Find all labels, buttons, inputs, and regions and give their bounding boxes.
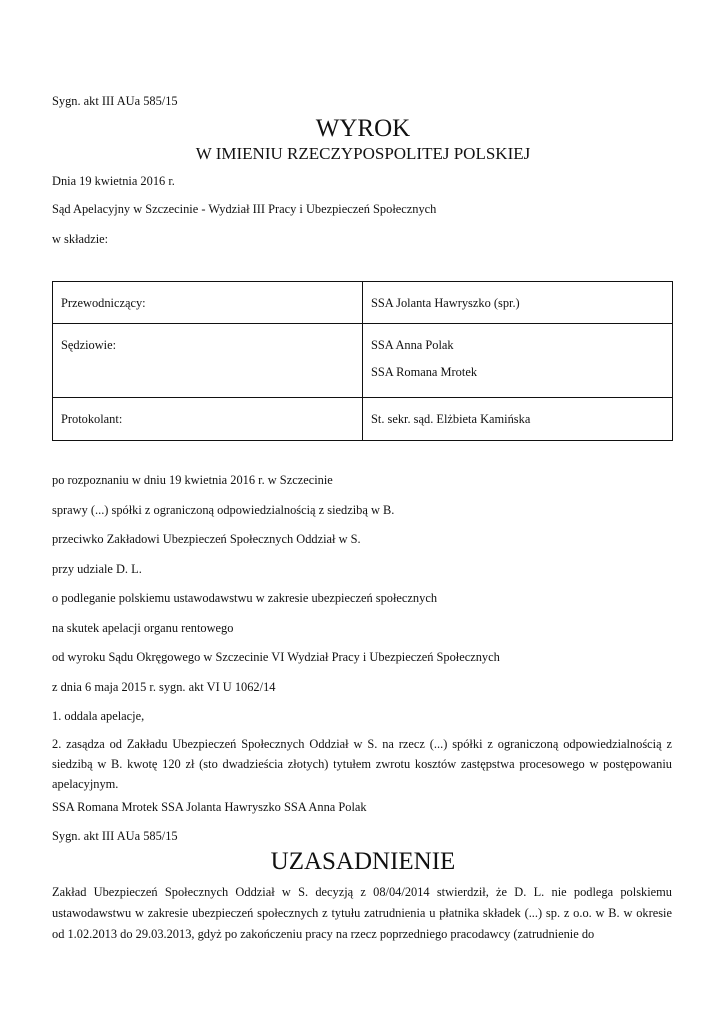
body-line: z dnia 6 maja 2015 r. sygn. akt VI U 1062/14 (52, 680, 276, 694)
body-line: o podleganie polskiemu ustawodawstwu w zakresie ubezpieczeń społecznych (52, 591, 438, 605)
justification-text: Zakład Ubezpieczeń Społecznych Oddział w S. decyzją z 08/04/2014 stwierdził, że D. L. nie podlega polskiemu ustawodawstwu w zakresie ubezpieczeń społecznych z tytułu zatrudnienia u płatnika składek (...) sp. z o.o. w B. w okresie od 1.02.2013 do 29.03.2013, gdyż po zakończeniu pracy na rzecz poprzedniego pracodawcy (zatrudnienie do (52, 885, 672, 941)
panel-names (363, 324, 673, 398)
panel-name: SSA Romana Mrotek (371, 365, 478, 379)
body-line: po rozpoznaniu w dniu 19 kwietnia 2016 r. w Szczecinie (52, 473, 333, 487)
judgment-date: Dnia 19 kwietnia 2016 r. (52, 174, 175, 188)
panel-name: St. sekr. sąd. Elżbieta Kamińska (363, 398, 673, 441)
verdict-point-1: 1. oddala apelacje, (52, 709, 145, 723)
composition-label: w składzie: (52, 232, 109, 246)
panel-role: Przewodniczący: (53, 282, 363, 324)
panel-row-clerk (53, 398, 673, 441)
panel-role: Sędziowie: (53, 324, 363, 398)
panel-row-judges (53, 324, 673, 398)
panel-role: Protokolant: (53, 398, 363, 441)
verdict-point-2: 2. zasądza od Zakładu Ubezpieczeń Społecznych Oddział w S. na rzecz (...) spółki z ograniczoną odpowiedzialnością z siedzibą w B. kwotę 120 zł (sto dwadzieścia złotych) tytułem zwrotu kosztów zastępstwa procesowego w postępowaniu apelacyjnym. (52, 737, 672, 791)
panel-name: SSA Jolanta Hawryszko (spr.) (363, 282, 673, 324)
document-title: WYROK (315, 115, 411, 142)
body-line: sprawy (...) spółki z ograniczoną odpowiedzialnością z siedzibą w B. (52, 503, 395, 517)
justification-title: UZASADNIENIE (270, 848, 456, 875)
court-panel-table (52, 281, 673, 441)
judges-signatures: SSA Romana Mrotek SSA Jolanta Hawryszko SSA Anna Polak (52, 800, 367, 814)
document-subtitle: W IMIENIU RZECZYPOSPOLITEJ POLSKIEJ (195, 144, 531, 163)
body-line: na skutek apelacji organu rentowego (52, 621, 234, 635)
panel-row-chair (53, 282, 673, 324)
body-line: przeciwko Zakładowi Ubezpieczeń Społecznych Oddział w S. (52, 532, 361, 546)
case-signature-2: Sygn. akt III AUa 585/15 (52, 829, 178, 843)
body-line: przy udziale D. L. (52, 562, 142, 576)
court-name: Sąd Apelacyjny w Szczecinie - Wydział III Pracy i Ubezpieczeń Społecznych (52, 202, 437, 216)
body-line: od wyroku Sądu Okręgowego w Szczecinie VI Wydział Pracy i Ubezpieczeń Społecznych (52, 650, 500, 664)
panel-name: SSA Anna Polak (371, 338, 454, 352)
document-page (52, 0, 674, 1024)
case-signature: Sygn. akt III AUa 585/15 (52, 94, 178, 108)
